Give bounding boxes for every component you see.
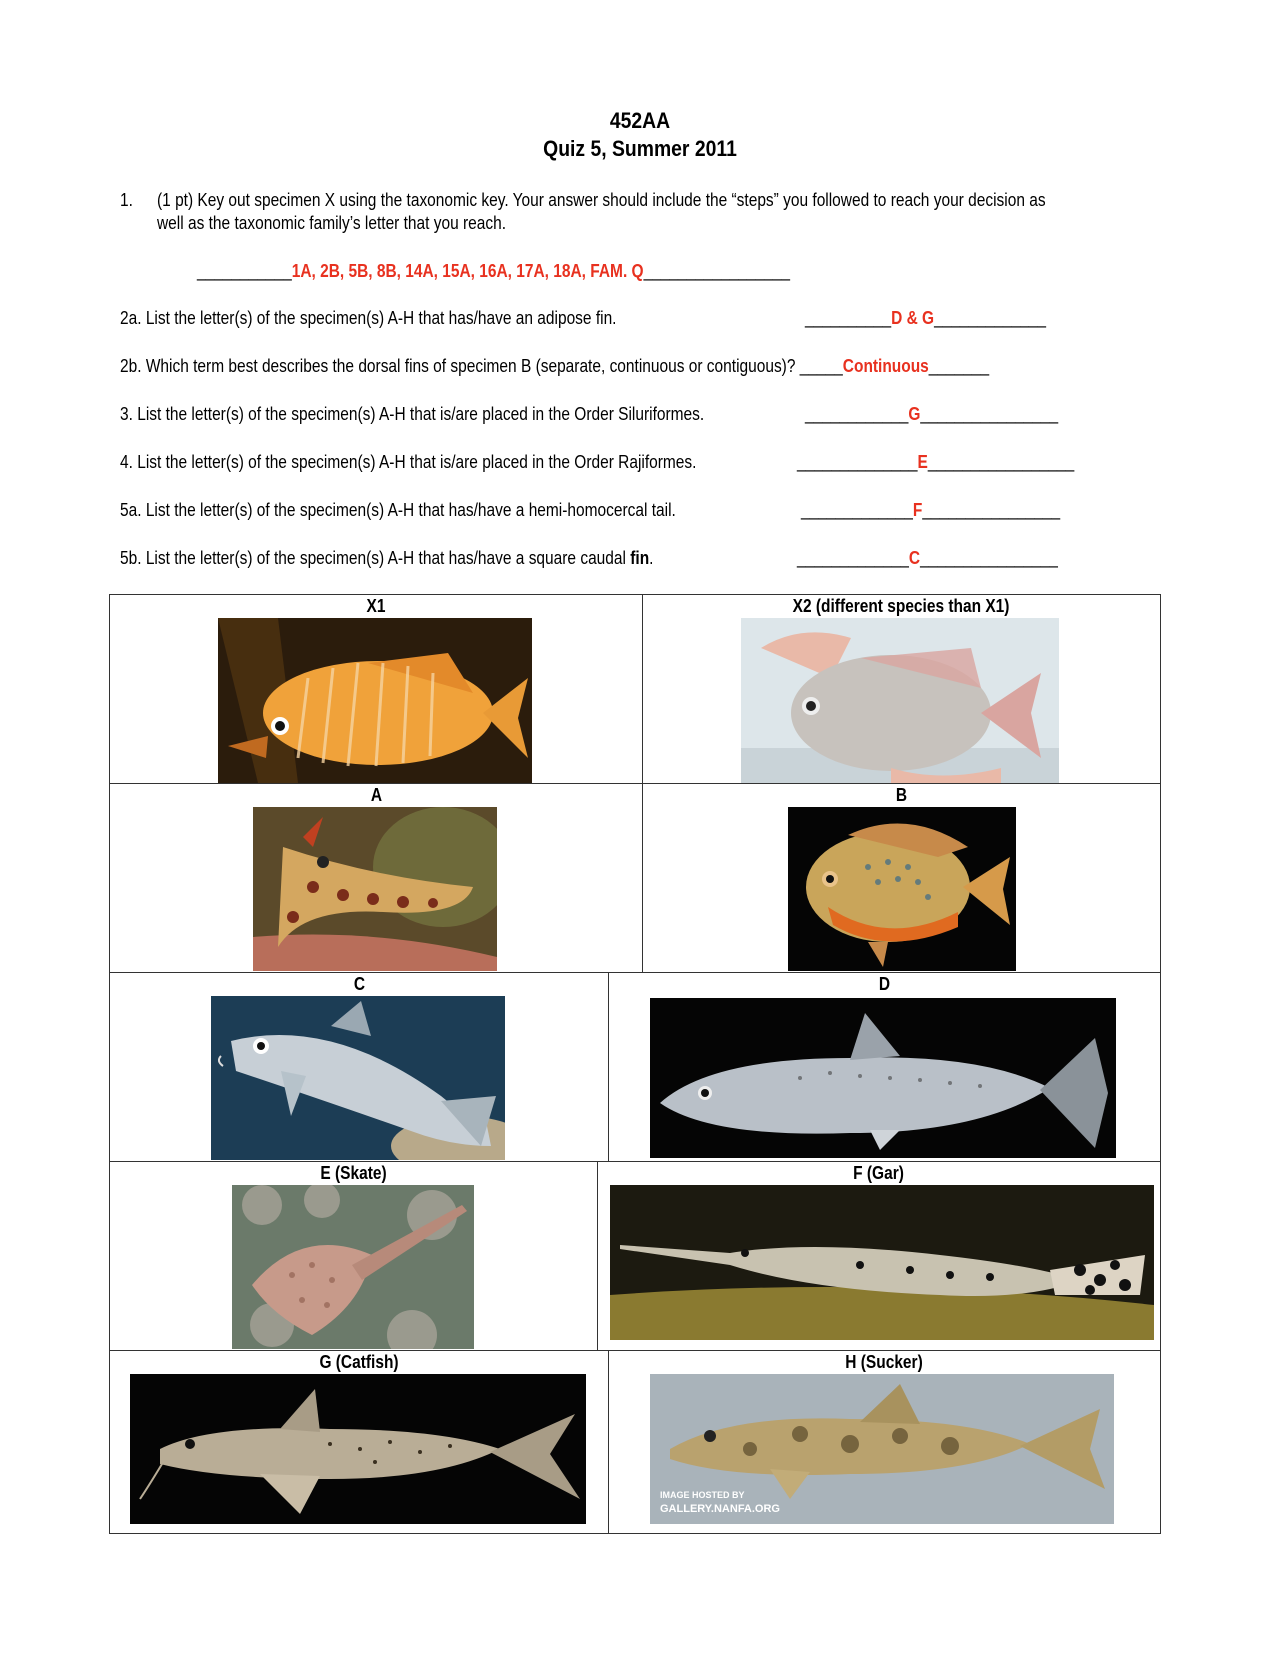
photo-c-cod: [211, 996, 505, 1160]
table-row: [110, 973, 1160, 1162]
question-5b-text: 5b. List the letter(s) of the specimen(s) A-H that has/have a square caudal fin.: [120, 548, 654, 568]
question-4-text: 4. List the letter(s) of the specimen(s) A-H that is/are placed in the Order Rajiformes.: [120, 452, 697, 472]
question-2a-text: 2a. List the letter(s) of the specimen(s) A-H that has/have an adipose fin.: [120, 308, 617, 328]
specimen-cell-a: [110, 784, 642, 972]
specimen-label-d: D: [878, 974, 891, 994]
specimen-label-f: F (Gar): [853, 1163, 905, 1183]
specimen-cell-x2: [642, 595, 1160, 783]
answer-2b: Continuous: [842, 356, 929, 376]
table-row: [110, 1351, 1160, 1533]
specimen-label-a: A: [370, 785, 382, 805]
question-2b-text: 2b. Which term best describes the dorsal fins of specimen B (separate, continuous or contiguous)?: [120, 356, 796, 376]
photo-x2-surfperch: [741, 618, 1059, 783]
answer-line-1: ___________1A, 2B, 5B, 8B, 14A, 15A, 16A, 17A, 18A, FAM. Q_________________: [197, 261, 790, 281]
answer-5b: C: [908, 548, 921, 568]
specimen-cell-h: [608, 1351, 1160, 1533]
photo-x1-rockfish: [218, 618, 532, 783]
specimen-label-g: G (Catfish): [319, 1352, 399, 1372]
photo-d-trout: [650, 998, 1116, 1158]
table-row: [110, 784, 1160, 973]
specimen-table: [109, 594, 1161, 1534]
specimen-cell-e: [110, 1162, 597, 1350]
answer-3: G: [908, 404, 921, 424]
specimen-label-x1: X1: [366, 596, 386, 616]
specimen-cell-g: [110, 1351, 608, 1533]
question-3-text: 3. List the letter(s) of the specimen(s) A-H that is/are placed in the Order Siluriformes.: [120, 404, 705, 424]
specimen-cell-x1: [110, 595, 642, 783]
answer-line-2a: __________D & G_____________: [805, 308, 1047, 328]
quiz-code: 452AA: [609, 108, 671, 133]
specimen-label-h: H (Sucker): [845, 1352, 924, 1372]
question-1-text-line2: well as the taxonomic family’s letter that you reach.: [157, 213, 507, 233]
table-row: [110, 595, 1160, 784]
answer-line-4: ______________E_________________: [797, 452, 1075, 472]
question-1-number: 1.: [120, 190, 133, 210]
answer-4: E: [917, 452, 928, 472]
answer-line-5a: _____________F________________: [801, 500, 1061, 520]
question-1-text: (1 pt) Key out specimen X using the taxonomic key. Your answer should include the “steps” you followed to reach your decision as: [157, 190, 1046, 210]
specimen-label-x2: X2 (different species than X1): [793, 596, 1010, 616]
specimen-label-e: E (Skate): [320, 1163, 387, 1183]
question-5a-text: 5a. List the letter(s) of the specimen(s) A-H that has/have a hemi-homocercal tail.: [120, 500, 676, 520]
answer-line-5b: _____________C________________: [797, 548, 1058, 568]
specimen-label-b: B: [895, 785, 908, 805]
image-hosted-watermark: IMAGE HOSTED BY GALLERY.NANFA.ORG: [660, 1490, 780, 1515]
answer-5a: F: [912, 500, 923, 520]
photo-f-gar: [610, 1185, 1154, 1340]
answer-line-3: ____________G________________: [805, 404, 1059, 424]
table-row: [110, 1162, 1160, 1351]
answer-1: 1A, 2B, 5B, 8B, 14A, 15A, 16A, 17A, 18A, FAM. Q: [291, 261, 644, 281]
photo-g-catfish: [130, 1374, 586, 1524]
specimen-cell-c: [110, 973, 608, 1161]
quiz-title: Quiz 5, Summer 2011: [543, 136, 737, 161]
photo-a-blenny: [253, 807, 497, 971]
answer-2a: D & G: [891, 308, 935, 328]
specimen-label-c: C: [353, 974, 365, 994]
photo-e-skate: [232, 1185, 474, 1349]
photo-h-sucker: [650, 1374, 1114, 1524]
specimen-cell-b: [642, 784, 1160, 972]
specimen-cell-d: [608, 973, 1160, 1161]
question-2b: 2b. Which term best describes the dorsal fins of specimen B (separate, continuous or contiguous)? _____Continuous_______: [120, 356, 990, 376]
specimen-cell-f: [597, 1162, 1160, 1350]
photo-b-sunfish: [788, 807, 1016, 971]
